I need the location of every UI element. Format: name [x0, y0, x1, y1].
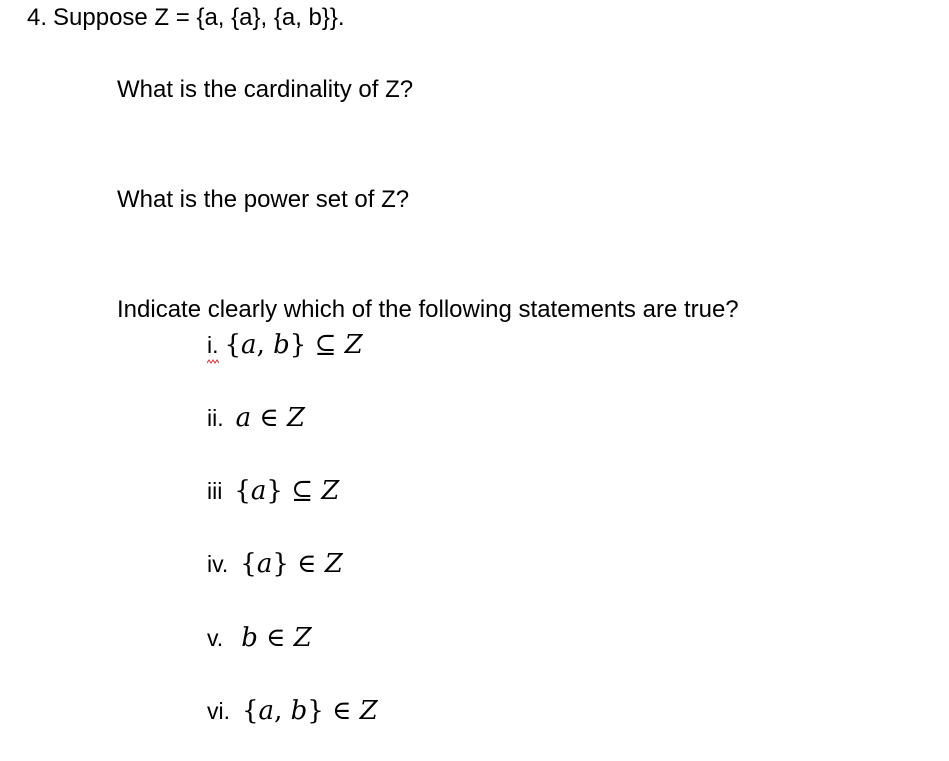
statement-label: iv. — [207, 551, 229, 577]
power-set-prompt: What is the power set of Z? — [117, 186, 410, 213]
question-text: Suppose Z = {a, {a}, {a, b}}. — [53, 4, 345, 31]
statement-v — [207, 623, 312, 653]
statement-ii — [207, 403, 305, 433]
statement-label: iii — [207, 478, 223, 504]
statement-label: v. — [207, 625, 224, 651]
statement-math: {a} ⊆ Z — [234, 476, 340, 506]
statement-label: vi. — [207, 698, 230, 724]
statement-math: {a, b} ⊆ Z — [224, 330, 363, 360]
statement-vi — [207, 696, 378, 726]
statement-label — [207, 332, 219, 359]
statement-math: b ∈ Z — [241, 623, 312, 653]
cardinality-prompt: What is the cardinality of Z? — [117, 76, 414, 103]
statement-math: {a} ∈ Z — [240, 549, 343, 579]
statement-iii — [207, 476, 339, 506]
question-number: 4. — [27, 4, 48, 31]
true-statements-prompt: Indicate clearly which of the following statements are true? — [117, 296, 739, 323]
statement-math: {a, b} ∈ Z — [242, 696, 378, 726]
statement-math: a ∈ Z — [235, 403, 305, 433]
statement-i — [207, 330, 363, 360]
statement-label-text: i. — [207, 332, 219, 358]
statement-list — [207, 0, 907, 761]
statement-iv — [207, 549, 343, 579]
statement-label: ii. — [207, 405, 224, 431]
spellcheck-squiggle-icon — [207, 359, 219, 364]
